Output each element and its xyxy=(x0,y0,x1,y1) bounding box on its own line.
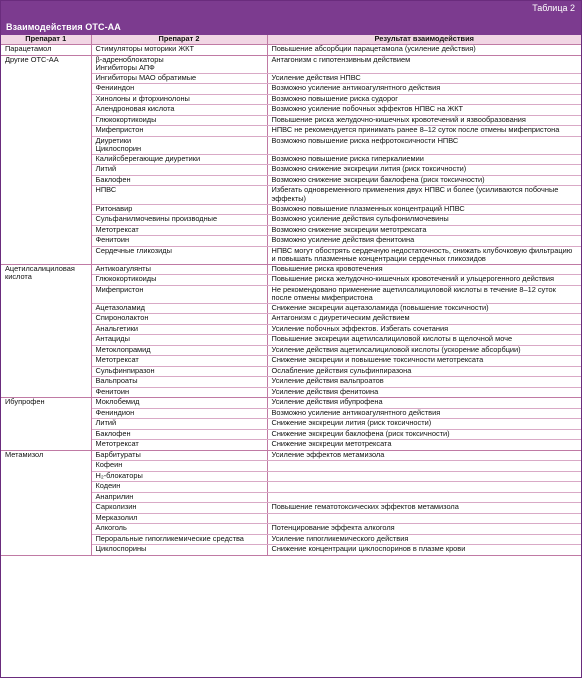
drug2-cell: Антациды xyxy=(91,335,267,346)
result-cell: Усиление действия НПВС xyxy=(267,73,581,84)
drug2-cell: Анаприлин xyxy=(91,492,267,503)
result-cell: Повышение экскреции ацетилсалициловой кислоты в щелочной моче xyxy=(267,335,581,346)
result-cell: Возможно усиление антикоагулянтного действия xyxy=(267,408,581,419)
table-header-band xyxy=(1,1,581,35)
drug2-cell: Ацетазоламид xyxy=(91,303,267,314)
drug2-cell: Барбитураты xyxy=(91,450,267,461)
result-cell: Усиление действия ацетилсалициловой кислоты (ускорение абсорбции) xyxy=(267,345,581,356)
table-row xyxy=(1,45,581,56)
result-cell: Усиление эффектов метамизола xyxy=(267,450,581,461)
drug1-cell: Ибупрофен xyxy=(1,398,91,451)
result-cell: Повышение риска желудочно-кишечных кровотечений и язвообразования xyxy=(267,115,581,126)
result-cell: Антагонизм с гипотензивным действием xyxy=(267,55,581,73)
result-cell: Повышение риска желудочно-кишечных кровотечений и ульцерогенного действия xyxy=(267,275,581,286)
column-header-drug1: Препарат 1 xyxy=(1,35,91,45)
result-cell: Снижение экскреции метотрексата xyxy=(267,440,581,451)
drug2-cell: Метотрексат xyxy=(91,225,267,236)
drug1-cell: Метамизол xyxy=(1,450,91,555)
table-row xyxy=(1,264,581,275)
drug2-cell: Фенитоин xyxy=(91,387,267,398)
drug2-cell: Стимуляторы моторики ЖКТ xyxy=(91,45,267,56)
result-cell: Усиление действия вальпроатов xyxy=(267,377,581,388)
interactions-table xyxy=(1,35,581,556)
result-cell: Снижение экскреции и повышение токсичности метотрексата xyxy=(267,356,581,367)
drug2-cell: Диуретики Циклоспорин xyxy=(91,136,267,154)
drug2-cell: Вальпроаты xyxy=(91,377,267,388)
drug2-cell: НПВС xyxy=(91,186,267,204)
result-cell: Избегать одновременного применения двух НПВС и более (усиливаются побочные эффекты) xyxy=(267,186,581,204)
column-header-drug2: Препарат 2 xyxy=(91,35,267,45)
result-cell: Ослабление действия сульфинпиразона xyxy=(267,366,581,377)
drug2-cell: Мерказолил xyxy=(91,513,267,524)
result-cell xyxy=(267,471,581,482)
drug2-cell: Метотрексат xyxy=(91,356,267,367)
result-cell: Возможно усиление антикоагулянтного действия xyxy=(267,84,581,95)
drug2-cell: Ингибиторы МАО обратимые xyxy=(91,73,267,84)
result-cell: Антагонизм с диуретическим действием xyxy=(267,314,581,325)
drug2-cell: Алкоголь xyxy=(91,524,267,535)
drug2-cell: β-адреноблокаторы Ингибиторы АПФ xyxy=(91,55,267,73)
drug2-cell: H₂-блокаторы xyxy=(91,471,267,482)
result-cell: Усиление действия ибупрофена xyxy=(267,398,581,409)
result-cell: Возможно усиление действия фенитоина xyxy=(267,236,581,247)
result-cell xyxy=(267,461,581,472)
drug2-cell: Моклобемид xyxy=(91,398,267,409)
result-cell: Возможно снижение экскреции метотрексата xyxy=(267,225,581,236)
drug2-cell: Алендроновая кислота xyxy=(91,105,267,116)
result-cell: Усиление побочных эффектов. Избегать сочетания xyxy=(267,324,581,335)
result-cell: Усиление гипогликемического действия xyxy=(267,534,581,545)
drug2-cell: Глюкокортикоиды xyxy=(91,275,267,286)
result-cell: Повышение абсорбции парацетамола (усиление действия) xyxy=(267,45,581,56)
drug2-cell: Пероральные гипогликемические средства xyxy=(91,534,267,545)
table-row xyxy=(1,55,581,73)
table-body xyxy=(1,45,581,556)
result-cell: Возможно снижение экскреции лития (риск токсичности) xyxy=(267,165,581,176)
table-title: Взаимодействия ОТС-АА xyxy=(6,22,121,32)
drug2-cell: Фенитоин xyxy=(91,236,267,247)
result-cell: Возможно усиление действия сульфонилмочевины xyxy=(267,215,581,226)
drug2-cell: Кодеин xyxy=(91,482,267,493)
drug2-cell: Фенииндон xyxy=(91,84,267,95)
drug2-cell: Сердечные гликозиды xyxy=(91,246,267,264)
drug2-cell: Анальгетики xyxy=(91,324,267,335)
result-cell: Возможно снижение экскреции баклофена (риск токсичности) xyxy=(267,175,581,186)
drug2-cell: Хинолоны и фторхинолоны xyxy=(91,94,267,105)
drug2-cell: Метоклопрамид xyxy=(91,345,267,356)
drug2-cell: Мифепристон xyxy=(91,285,267,303)
drug2-cell: Глюкокортикоиды xyxy=(91,115,267,126)
result-cell: Снижение концентрации циклоспоринов в плазме крови xyxy=(267,545,581,556)
result-cell: Возможно повышение риска судорог xyxy=(267,94,581,105)
drug2-cell: Фениндион xyxy=(91,408,267,419)
result-cell xyxy=(267,492,581,503)
drug2-cell: Циклоспорины xyxy=(91,545,267,556)
result-cell: Потенцирование эффекта алкоголя xyxy=(267,524,581,535)
result-cell: Повышение гематотоксических эффектов метамизола xyxy=(267,503,581,514)
drug2-cell: Сарколизин xyxy=(91,503,267,514)
result-cell: Снижение экскреции баклофена (риск токсичности) xyxy=(267,429,581,440)
drug1-cell: Ацетилсалициловая кислота xyxy=(1,264,91,398)
result-cell: НПВС могут обострять сердечную недостаточность, снижать клубочковую фильтрацию и повышать плазменные концентрации сердечных гликозидов xyxy=(267,246,581,264)
result-cell: Усиление действия фенитоина xyxy=(267,387,581,398)
table-row xyxy=(1,450,581,461)
drug2-cell: Сульфинпиразон xyxy=(91,366,267,377)
column-header-result: Результат взаимодействия xyxy=(267,35,581,45)
result-cell: Повышение риска кровотечения xyxy=(267,264,581,275)
result-cell: Возможно повышение риска гиперкалиемии xyxy=(267,154,581,165)
result-cell xyxy=(267,513,581,524)
drug2-cell: Баклофен xyxy=(91,429,267,440)
table-number: Таблица 2 xyxy=(532,3,575,13)
result-cell: Возможно повышение риска нефротоксичности НПВС xyxy=(267,136,581,154)
drug2-cell: Спиронолактон xyxy=(91,314,267,325)
result-cell: НПВС не рекомендуется принимать ранее 8–12 суток после отмены мифепристона xyxy=(267,126,581,137)
drug2-cell: Баклофен xyxy=(91,175,267,186)
drug2-cell: Калийсберегающие диуретики xyxy=(91,154,267,165)
result-cell: Снижение экскреции лития (риск токсичности) xyxy=(267,419,581,430)
drug2-cell: Мифепристон xyxy=(91,126,267,137)
table-row xyxy=(1,398,581,409)
drug1-cell: Другие ОТС-АА xyxy=(1,55,91,264)
drug2-cell: Ритонавир xyxy=(91,204,267,215)
drug2-cell: Метотрексат xyxy=(91,440,267,451)
drug2-cell: Литий xyxy=(91,419,267,430)
result-cell xyxy=(267,482,581,493)
drug2-cell: Сульфанилмочевины производные xyxy=(91,215,267,226)
result-cell: Не рекомендовано применение ацетилсалициловой кислоты в течение 8–12 суток после отмены мифепристона xyxy=(267,285,581,303)
drug2-cell: Кофеин xyxy=(91,461,267,472)
drug2-cell: Антикоагулянты xyxy=(91,264,267,275)
result-cell: Возможно повышение плазменных концентраций НПВС xyxy=(267,204,581,215)
result-cell: Возможно усиление побочных эффектов НПВС на ЖКТ xyxy=(267,105,581,116)
result-cell: Снижение экскреции ацетазоламида (повышение токсичности) xyxy=(267,303,581,314)
drug1-cell: Парацетамол xyxy=(1,45,91,56)
drug2-cell: Литий xyxy=(91,165,267,176)
